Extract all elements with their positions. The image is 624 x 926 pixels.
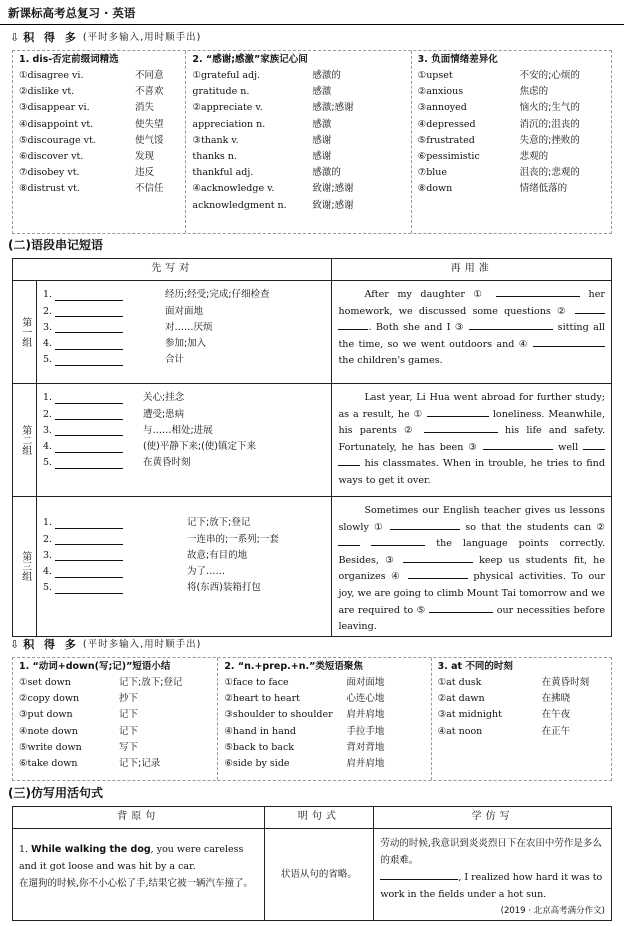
phrase-col-at: 3. at 不同的时刻 ①at dusk 在黄昏时刻 ②at dawn 在拂晓 ③at midnight 在午夜 ④at noon 在正午 [432, 658, 611, 780]
paragraph-text: the children's games. [338, 355, 443, 367]
answer-blank[interactable] [55, 583, 123, 594]
item-english: ③disappear vi. [19, 102, 90, 114]
vocab-item [418, 181, 607, 197]
vocab-item [224, 707, 426, 723]
item-chinese: 面对面地 [346, 677, 385, 689]
phrase-meaning: 合计 [164, 354, 184, 366]
item-english: thankful adj. [192, 167, 254, 179]
group-label: 第一组 [13, 281, 37, 384]
item-english: ⑥discover vt. [19, 150, 84, 162]
phrase-row [43, 390, 331, 406]
pattern-rule: 状语从句的省略。 [264, 829, 374, 921]
vocab-item [438, 691, 607, 707]
item-english: appreciation n. [192, 118, 266, 130]
group-row [13, 281, 612, 384]
item-chinese: 消失 [135, 102, 155, 114]
item-english: ①face to face [224, 677, 289, 689]
item-chinese: 焦虑的 [519, 86, 549, 98]
item-english: ⑥take down [19, 757, 78, 769]
item-chinese: 手拉手地 [346, 725, 385, 737]
vocab-item [224, 723, 426, 739]
item-english: ⑧down [417, 183, 453, 195]
phrase-meaning: 经历;经受;完成;仔细检查 [164, 289, 270, 301]
answer-blank[interactable] [55, 534, 123, 545]
phrase-meaning: 面对面地 [164, 305, 203, 317]
item-english: ③shoulder to shoulder [224, 709, 333, 721]
imitate-prompt: 劳动的时候,我意识到炎炎烈日下在农田中劳作是多么的艰难。 [380, 838, 602, 866]
imitate-sentence: , I realized how hard it was to work in the fields under a hot sun. [380, 872, 603, 900]
vocab-item [19, 740, 213, 756]
vocab-item [19, 100, 181, 116]
phrase-meaning: 在黄昏时刻 [142, 457, 191, 469]
item-english: ④acknowledge v. [192, 183, 275, 195]
item-chinese: 感激;感谢 [312, 102, 354, 114]
phrase-row [43, 423, 331, 439]
phrase-row [43, 287, 331, 303]
imitate-cell [374, 829, 612, 921]
item-chinese: 记下 [119, 725, 139, 737]
vocab-item [418, 68, 607, 84]
phrase-meaning: 遭受;患病 [142, 408, 185, 420]
item-chinese: 情绪低落的 [519, 183, 568, 195]
phrase-meaning: 与……相处;进展 [142, 424, 213, 436]
item-chinese: 感激 [312, 86, 332, 98]
answer-blank[interactable] [338, 536, 360, 546]
phrase-meaning: 记下;放下;登记 [186, 517, 251, 529]
paragraph-text: her homework, we discussed some questions ② [338, 289, 605, 317]
item-chinese: 记下;记录 [119, 757, 161, 769]
answer-blank[interactable] [55, 306, 123, 317]
item-english: ②at dawn [437, 693, 485, 705]
phrase-number: 5. [42, 582, 53, 594]
item-chinese: 记下;放下;登记 [119, 677, 183, 689]
answer-blank[interactable] [483, 440, 553, 450]
phrase-meaning: 为了…… [186, 566, 225, 578]
answer-blank[interactable] [55, 409, 123, 420]
item-chinese: 记下 [119, 709, 139, 721]
answer-blank[interactable] [427, 407, 489, 417]
item-english: ⑦disobey vt. [19, 167, 80, 179]
col-header-imitate: 学仿写 [374, 807, 612, 829]
phrase-number: 1. [42, 392, 53, 404]
item-english: ③put down [19, 709, 73, 721]
phrase-row [43, 548, 331, 564]
answer-blank[interactable] [338, 456, 360, 466]
vocab-item [418, 149, 607, 165]
item-chinese: 肩并肩地 [346, 709, 385, 721]
item-chinese: 致谢;感谢 [312, 183, 354, 195]
item-english: ⑤write down [19, 741, 82, 753]
col-header-write: 先写对 [13, 259, 332, 281]
paragraph-text: our necessities before leaving. [338, 604, 605, 633]
answer-blank[interactable] [533, 337, 605, 347]
item-chinese: 消沉的;沮丧的 [519, 118, 580, 130]
item-chinese: 悲观的 [519, 150, 549, 162]
group-label: 第二组 [13, 384, 37, 497]
item-english: ①grateful adj. [192, 70, 261, 82]
paragraph-text: his life and safety. Fortunately, he has been ③ [338, 425, 605, 453]
source-note: (2019 · 北京高考满分作文) [500, 906, 605, 916]
original-translation: 在遛狗的时候,你不小心松了手,结果它被一辆汽车撞了。 [19, 878, 254, 889]
vocab-item [438, 675, 607, 691]
answer-blank[interactable] [380, 870, 458, 880]
answer-blank[interactable] [55, 355, 123, 366]
vocab-item [418, 116, 607, 132]
vocab-item [192, 84, 406, 100]
item-english: ⑥side by side [224, 757, 290, 769]
item-english: ③at midnight [437, 709, 502, 721]
paragraph-text: loneliness. Meanwhile, his parents ② [338, 408, 605, 437]
phrase-meaning: (使)平静下来;(使)镇定下来 [142, 441, 256, 453]
item-english: ③thank v. [192, 134, 239, 146]
phrase-meaning: 将(东西)装箱打包 [186, 582, 261, 594]
phrase-row [43, 564, 331, 580]
vocab-item [192, 197, 406, 213]
item-chinese: 感激的 [312, 70, 341, 82]
down-arrow-icon: ⇩ [10, 638, 20, 651]
answer-blank[interactable] [55, 290, 123, 301]
phrase-row [43, 439, 331, 455]
answer-blank[interactable] [469, 320, 553, 330]
answer-blank[interactable] [575, 304, 605, 314]
item-english: ④depressed [417, 118, 476, 130]
item-chinese: 感激 [312, 118, 332, 130]
paragraph-text: so that the students can ② [460, 521, 605, 533]
vocab-item [224, 675, 426, 691]
item-chinese: 感谢 [312, 150, 332, 162]
answer-blank[interactable] [55, 567, 123, 578]
item-chinese: 致谢;感谢 [312, 199, 354, 211]
answer-blank[interactable] [583, 440, 605, 450]
vocab-box [12, 50, 612, 234]
phrase-row [43, 580, 331, 596]
phrase-number: 5. [42, 457, 53, 469]
item-english: ⑤frustrated [417, 134, 475, 146]
paragraph-text: Last year, Li Hua went abroad for further study; as a result, he ① [338, 392, 605, 420]
item-chinese: 沮丧的;悲观的 [519, 167, 580, 179]
vocab-item [418, 100, 607, 116]
answer-blank[interactable] [424, 423, 498, 433]
vocab-item [19, 675, 213, 691]
vocab-item [438, 707, 607, 723]
item-english: thanks n. [192, 150, 237, 162]
item-chinese: 写下 [119, 741, 139, 753]
item-chinese: 在拂晓 [541, 693, 571, 705]
col-header-use: 再用准 [332, 259, 612, 281]
vocab-item [192, 100, 406, 116]
paragraph-text: his classmates. When in trouble, he tries to find ways to get it over. [338, 458, 605, 486]
paragraph-text [360, 538, 371, 549]
vocab-item [19, 691, 213, 707]
group-row [13, 497, 612, 637]
phrase-number: 1. [42, 517, 53, 529]
phrase-row [43, 531, 331, 547]
item-chinese: 使气馁 [135, 134, 164, 146]
answer-blank[interactable] [55, 518, 123, 529]
vocab-item [19, 84, 181, 100]
item-english: ②heart to heart [224, 693, 300, 705]
original-bold: While walking the dog [31, 844, 151, 855]
answer-blank[interactable] [429, 603, 493, 613]
item-english: ①set down [19, 677, 71, 689]
phrase-number: 4. [42, 566, 53, 578]
original-sentence: 1. While walking the dog, you were careless and it got loose and was hit by a car. 在遛狗的时候,你不小心松了手,结果它被一辆汽车撞了。 [13, 829, 265, 921]
paragraph-text: Sometimes our English teacher gives us lessons slowly ① [338, 505, 605, 533]
vocab-item [192, 68, 406, 84]
paragraph-text: After my daughter ① [364, 289, 497, 300]
vocab-item [19, 149, 181, 165]
phrase-meaning: 一连串的;一系列;一套 [186, 533, 279, 545]
answer-blank[interactable] [55, 339, 123, 350]
phrase-number: 4. [42, 441, 53, 453]
phrase-meaning: 参加;加入 [164, 338, 207, 350]
answer-blank[interactable] [371, 536, 425, 546]
item-english: ②anxious [417, 86, 464, 98]
section2-title: (二)语段串记短语 [8, 238, 103, 252]
item-chinese: 在黄昏时刻 [541, 677, 590, 689]
item-chinese: 心连心地 [346, 693, 385, 705]
phrase-col-nprepn: 2. “n.+prep.+n.”类短语聚焦 ①face to face 面对面地 ②heart to heart 心连心地 ③shoulder to shoulder 肩并肩地 ④hand in hand 手拉手地 ⑤back to back 背对背地 ⑥side by side 肩并肩地 [218, 658, 431, 780]
answer-blank[interactable] [403, 553, 473, 563]
usage-paragraph [332, 497, 611, 636]
item-chinese: 发现 [135, 150, 155, 162]
paragraph-text: sitting all the time, so we went outdoors and ④ [338, 322, 605, 350]
phrase-box [12, 657, 612, 781]
item-english: ④at noon [437, 725, 483, 737]
vocab-item [19, 723, 213, 739]
phrase-row [43, 455, 331, 471]
phrase-number: 3. [42, 424, 53, 436]
item-english: ⑦blue [417, 167, 448, 179]
vocab-item [192, 133, 406, 149]
vocab-item [19, 165, 181, 181]
answer-blank[interactable] [55, 458, 123, 469]
vocab-item [224, 756, 426, 772]
item-chinese: 违反 [135, 167, 155, 179]
item-english: ①disagree vi. [19, 70, 84, 82]
item-english: ④note down [19, 725, 78, 737]
item-chinese: 失意的;挫败的 [519, 134, 580, 146]
item-chinese: 不安的;心烦的 [519, 70, 580, 82]
phrase-row [43, 515, 331, 531]
jileiduo-heading: ⇩ 积 得 多 (平时多输入,用时顺手出) [10, 31, 202, 44]
paragraph-text: . Both she and I ③ [368, 322, 470, 334]
vocab-item [19, 707, 213, 723]
answer-blank[interactable] [55, 442, 123, 453]
vocab-item [19, 133, 181, 149]
header-divider [0, 24, 624, 25]
vocab-col-emotions: 3. 负面情绪差异化 ①upset 不安的;心烦的 ②anxious 焦虑的 ③annoyed 恼火的;生气的 ④depressed 消沉的;沮丧的 ⑤frustrated 失意的;挫败的 ⑥pessimistic 悲观的 ⑦blue 沮丧的;悲观的 ⑧down 情绪低落的 [412, 51, 611, 233]
phrase-row [43, 320, 331, 336]
phrase-meaning: 关心;挂念 [142, 392, 185, 404]
phrase-meaning: 对……厌烦 [164, 321, 213, 333]
item-chinese: 背对背地 [346, 741, 385, 753]
answer-blank[interactable] [55, 425, 123, 436]
answer-blank[interactable] [496, 287, 580, 297]
item-english: ⑤discourage vt. [19, 134, 96, 146]
sentence-table [12, 806, 612, 921]
item-chinese: 感谢 [312, 134, 332, 146]
vocab-item [192, 165, 406, 181]
vocab-item [224, 740, 426, 756]
item-chinese: 使失望 [135, 118, 164, 130]
vocab-item [19, 68, 181, 84]
vocab-col-dis: 1. dis-否定前缀词精选 ①disagree vi. 不同意 ②dislike vt. 不喜欢 ③disappear vi. 消失 ④disappoint vt. 使失望 ⑤discourage vt. 使气馁 ⑥discover vt. 发现 ⑦disobey vt. 违反 ⑧distrust vt. 不信任 [13, 51, 186, 233]
item-chinese: 抄下 [119, 693, 139, 705]
vocab-item [19, 181, 181, 197]
phrase-col-down: 1. “动词+down(写;记)”短语小结 ①set down 记下;放下;登记 ②copy down 抄下 ③put down 记下 ④note down 记下 ⑤write down 写下 ⑥take down 记下;记录 [13, 658, 218, 780]
vocab-item [418, 165, 607, 181]
vocab-col-thanks: 2. “感谢;感激”家族记心间 ①grateful adj. 感激的 gratitude n. 感激 ②appreciate v. 感激;感谢 appreciation n. 感激 ③thank v. 感谢 thanks n. 感谢 thankful adj. 感激的 ④acknowledge v. 致谢;感谢 acknowledgment n. 致谢;感谢 [186, 51, 411, 233]
item-chinese: 不同意 [135, 70, 164, 82]
phrase-number: 3. [42, 549, 53, 561]
item-english: ③annoyed [417, 102, 467, 114]
item-english: ①at dusk [437, 677, 482, 689]
phrase-number: 2. [42, 305, 53, 317]
phrase-number: 2. [42, 408, 53, 420]
answer-blank[interactable] [55, 393, 123, 404]
vocab-item [192, 149, 406, 165]
vocab-item [19, 116, 181, 132]
item-english: gratitude n. [192, 86, 250, 98]
phrase-row [43, 406, 331, 422]
page-header: 新课标高考总复习 · 英语 [8, 6, 136, 20]
paragraph-text: the language points correctly. Besides, ③ [338, 538, 605, 566]
item-english: ④hand in hand [224, 725, 296, 737]
jileiduo-heading: ⇩ 积 得 多 (平时多输入,用时顺手出) [10, 638, 202, 651]
vocab-item [418, 133, 607, 149]
col-header-original: 背原句 [13, 807, 265, 829]
answer-blank[interactable] [338, 320, 368, 330]
section3-title: (三)仿写用活句式 [8, 786, 103, 800]
paragraph-text: physical activities. To our joy, we are going to climb Mount Tai tomorrow and we are required to ⑤ [338, 571, 606, 616]
vocab-item [19, 756, 213, 772]
col-header-pattern: 明句式 [264, 807, 374, 829]
phrase-number: 5. [42, 354, 53, 366]
item-english: ⑥pessimistic [417, 150, 480, 162]
item-chinese: 不喜欢 [135, 86, 164, 98]
item-english: ⑧distrust vt. [19, 183, 80, 195]
item-english: ②dislike vt. [19, 86, 75, 98]
down-arrow-icon: ⇩ [10, 31, 20, 44]
phrase-number: 3. [42, 321, 53, 333]
item-english: ①upset [417, 70, 453, 82]
item-english: acknowledgment n. [192, 199, 287, 211]
phrase-row [43, 352, 331, 368]
item-english: ②appreciate v. [192, 102, 263, 114]
group-label: 第三组 [13, 497, 37, 637]
vocab-item [224, 691, 426, 707]
phrase-number: 2. [42, 533, 53, 545]
phrase-meaning: 故意;有目的地 [186, 549, 248, 561]
phrase-table [12, 258, 612, 637]
item-english: ②copy down [19, 693, 80, 705]
phrase-row [43, 303, 331, 319]
phrase-number: 4. [42, 338, 53, 350]
vocab-item [192, 181, 406, 197]
item-chinese: 感激的 [312, 167, 341, 179]
phrase-row [43, 336, 331, 352]
item-chinese: 肩并肩地 [346, 757, 385, 769]
answer-blank[interactable] [390, 520, 460, 530]
item-chinese: 不信任 [135, 183, 164, 195]
item-chinese: 恼火的;生气的 [519, 102, 580, 114]
paragraph-text: well [553, 441, 583, 453]
answer-blank[interactable] [55, 550, 123, 561]
item-chinese: 在午夜 [541, 709, 571, 721]
answer-blank[interactable] [55, 322, 123, 333]
group-row [13, 384, 612, 497]
item-english: ④disappoint vt. [19, 118, 94, 130]
vocab-item [192, 116, 406, 132]
vocab-item [418, 84, 607, 100]
answer-blank[interactable] [408, 569, 468, 579]
item-chinese: 在正午 [541, 725, 571, 737]
usage-paragraph [332, 384, 611, 490]
usage-paragraph [332, 281, 611, 370]
item-english: ⑤back to back [224, 741, 295, 753]
paragraph-text: keep us students fit, he organizes ④ [338, 554, 605, 583]
vocab-item [438, 723, 607, 739]
phrase-number: 1. [42, 289, 53, 301]
